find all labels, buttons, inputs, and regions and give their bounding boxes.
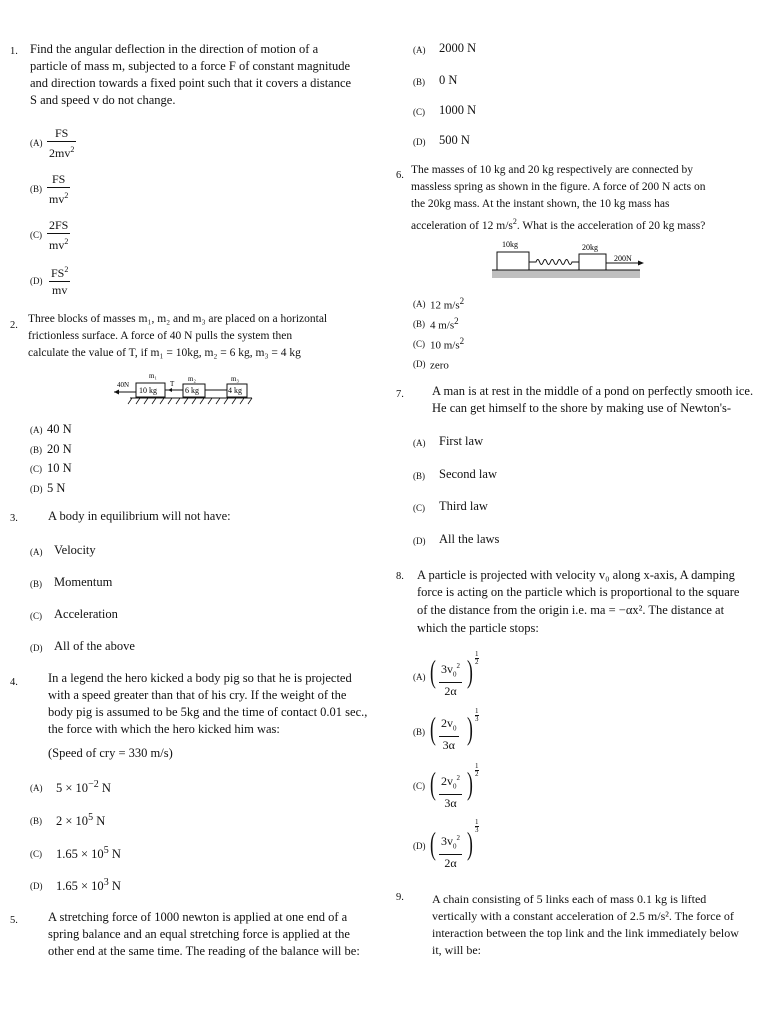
question-text-line: Three blocks of masses m₁, m₂ and m₃ are placed on a horizontal	[28, 313, 328, 325]
option-a-text[interactable]: First law	[439, 434, 484, 448]
option-b-fraction[interactable]: $\frac{FS}{mv^2}$	[49, 172, 69, 206]
option-label: (D)	[413, 137, 426, 147]
option-d-text[interactable]: All the laws	[439, 532, 500, 546]
question-number: 9.	[396, 892, 404, 903]
spring-figure	[490, 236, 650, 286]
option-label: (C)	[30, 230, 42, 240]
option-a-fraction[interactable]: $\frac{FS}{2mv^2}$	[49, 126, 75, 160]
question-number: 4.	[10, 677, 18, 688]
option-label: (A)	[413, 299, 426, 309]
question-text-line: of the distance from the origin i.e. ma = −αx². The distance at	[417, 603, 725, 617]
option-label: (C)	[30, 464, 42, 474]
question-text-line: S and speed v do not change.	[30, 93, 176, 107]
option-a-text[interactable]: 2000 N	[439, 41, 477, 55]
spring	[529, 260, 579, 265]
question-text-line: body pig is assumed to be 5kg and the time of contact 0.01 sec.,	[48, 705, 368, 719]
option-d-expression[interactable]: ( $\frac{3v_0^2}{2\alpha}$ ) 1 3	[430, 818, 479, 871]
question-text-line: A chain consisting of 5 links each of mass 0.1 kg is lifted	[432, 892, 707, 906]
question-text-line: the force with which the hero kicked him was:	[48, 722, 280, 736]
option-label: (A)	[413, 45, 426, 55]
block-10kg-label: 10 kg	[139, 386, 157, 395]
label-m2: m₂	[188, 375, 196, 383]
option-c-text[interactable]: 10 $m/s^2$	[430, 336, 465, 352]
question-text-line: He can get himself to the shore by making use of Newton's-	[432, 401, 732, 415]
question-text-line: and direction towards a fixed point such that it covers a distance	[30, 76, 352, 90]
question-note: (Speed of cry = 330 m/s)	[48, 746, 173, 760]
option-d-text[interactable]: zero	[430, 359, 449, 372]
option-label: (A)	[30, 138, 43, 148]
question-text-line: A man is at rest in the middle of a pond on perfectly smooth ice.	[432, 384, 754, 398]
option-d-text[interactable]: $1.65 \times 10^3$ N	[56, 877, 121, 894]
ground-surface	[492, 270, 640, 278]
block-10kg-label: 10kg	[502, 240, 518, 249]
option-b-text[interactable]: 0 N	[439, 73, 458, 87]
question-text-line: it, will be:	[432, 943, 481, 957]
option-b-text[interactable]: Momentum	[54, 575, 113, 589]
question-text-line: massless spring as shown in the figure. A force of 200 N acts on	[411, 181, 706, 193]
option-d-fraction[interactable]: $\frac{FS^2}{mv}$	[51, 265, 69, 297]
block-6kg-label: 6 kg	[185, 386, 199, 395]
block-4kg-label: 4 kg	[228, 386, 242, 395]
question-text-line: spring balance and an equal stretching force is applied at the	[48, 927, 350, 941]
tension-label: T	[170, 380, 175, 388]
question-text-line: vertically with a constant acceleration of 2.5 m/s². The force of	[432, 909, 734, 923]
option-label: (D)	[30, 484, 43, 494]
option-b-expression[interactable]: ( $\frac{2v_0}{3\alpha}$ ) 1 3	[430, 707, 479, 753]
option-label: (B)	[30, 816, 42, 826]
question-number: 3.	[10, 513, 18, 524]
option-a-text[interactable]: 40 N	[47, 422, 72, 436]
label-m1: m₁	[149, 372, 157, 380]
question-text: A body in equilibrium will not have:	[48, 509, 231, 523]
question-text-line: The masses of 10 kg and 20 kg respectively are connected by	[411, 164, 693, 176]
option-b-text[interactable]: Second law	[439, 467, 497, 481]
question-text-line: the 20kg mass. At the instant shown, the 10 kg mass has	[411, 198, 670, 210]
option-d-text[interactable]: All of the above	[54, 639, 135, 653]
option-label: (A)	[413, 438, 426, 448]
option-c-text[interactable]: Acceleration	[54, 607, 118, 621]
option-c-text[interactable]: 10 N	[47, 461, 72, 475]
option-label: (D)	[30, 276, 43, 286]
option-a-text[interactable]: Velocity	[54, 543, 96, 557]
question-text-line: calculate the value of T, if m₁ = 10kg, m₂ = 6 kg, m₃ = 4 kg	[28, 347, 301, 359]
option-label: (C)	[413, 781, 425, 791]
option-b-text[interactable]: $2 \times 10^5$ N	[56, 812, 106, 829]
question-text-line: Find the angular deflection in the direction of motion of a	[30, 42, 319, 56]
question-text-line: other end at the same time. The reading of the balance will be:	[48, 944, 360, 958]
option-label: (A)	[30, 425, 43, 435]
question-number: 8.	[396, 571, 404, 582]
question-number: 5.	[10, 915, 18, 926]
ground-hatch	[128, 398, 252, 404]
option-b-text[interactable]: 4 $m/s^2$	[430, 316, 459, 332]
question-text-line: with a speed greater than that of his cry. If the weight of the	[48, 688, 347, 702]
question-text-line: In a legend the hero kicked a body pig so that he is projected	[48, 671, 352, 685]
option-label: (A)	[30, 783, 43, 793]
option-label: (B)	[413, 471, 425, 481]
question-number: 1.	[10, 46, 18, 57]
question-text-line: acceleration of 12 $m/s^2$. What is the acceleration of 20 kg mass?	[411, 217, 706, 232]
option-b-text[interactable]: 20 N	[47, 442, 72, 456]
question-text-line: A stretching force of 1000 newton is applied at one end of a	[48, 910, 348, 924]
option-a-expression[interactable]: ( $\frac{3v_0^2}{2\alpha}$ ) 1 2	[430, 650, 479, 699]
label-m3: m₃	[231, 375, 239, 383]
option-label: (A)	[30, 547, 43, 557]
option-label: (C)	[413, 107, 425, 117]
option-c-text[interactable]: 1000 N	[439, 103, 477, 117]
question-number: 2.	[10, 320, 18, 331]
option-label: (C)	[413, 339, 425, 349]
option-d-text[interactable]: 5 N	[47, 481, 66, 495]
option-label: (D)	[413, 536, 426, 546]
question-text-line: which the particle stops:	[417, 621, 539, 635]
option-c-expression[interactable]: ( $\frac{2v_0^2}{3\alpha}$ ) 1 2	[430, 762, 479, 811]
option-a-text[interactable]: 12 $m/s^2$	[430, 296, 465, 312]
option-label: (D)	[30, 881, 43, 891]
block-20kg	[579, 254, 606, 270]
option-label: (D)	[413, 841, 426, 851]
question-number: 7.	[396, 389, 404, 400]
option-label: (D)	[413, 359, 426, 369]
question-text-line: force is acting on the particle which is proportional to the square	[417, 585, 740, 599]
option-c-fraction[interactable]: $\frac{2FS}{mv^2}$	[49, 218, 69, 252]
force-label: 40N	[117, 381, 130, 389]
block-10kg	[497, 252, 529, 270]
question-text-line: particle of mass m, subjected to a force F of constant magnitude	[30, 59, 351, 73]
option-d-text[interactable]: 500 N	[439, 133, 470, 147]
option-label: (B)	[30, 184, 42, 194]
option-label: (A)	[413, 672, 426, 682]
option-a-text[interactable]: $5 \times 10^{-2}$ N	[56, 779, 111, 796]
question-number: 6.	[396, 170, 404, 181]
option-label: (B)	[413, 727, 425, 737]
question-text-line: interaction between the top link and the link immediately below	[432, 926, 739, 940]
force-label: 200N	[614, 254, 632, 263]
option-label: (B)	[413, 77, 425, 87]
option-c-text[interactable]: $1.65 \times 10^5$ N	[56, 845, 121, 862]
option-label: (B)	[413, 319, 425, 329]
option-c-text[interactable]: Third law	[439, 499, 488, 513]
block-20kg-label: 20kg	[582, 243, 598, 252]
blocks-figure	[110, 368, 270, 413]
question-text-line: frictionless surface. A force of 40 N pulls the system then	[28, 330, 293, 342]
question-text-line: A particle is projected with velocity v₀ along x-axis, A damping	[417, 568, 735, 582]
option-label: (D)	[30, 643, 43, 653]
option-label: (B)	[30, 445, 42, 455]
option-label: (C)	[30, 611, 42, 621]
option-label: (B)	[30, 579, 42, 589]
option-label: (C)	[30, 849, 42, 859]
option-label: (C)	[413, 503, 425, 513]
